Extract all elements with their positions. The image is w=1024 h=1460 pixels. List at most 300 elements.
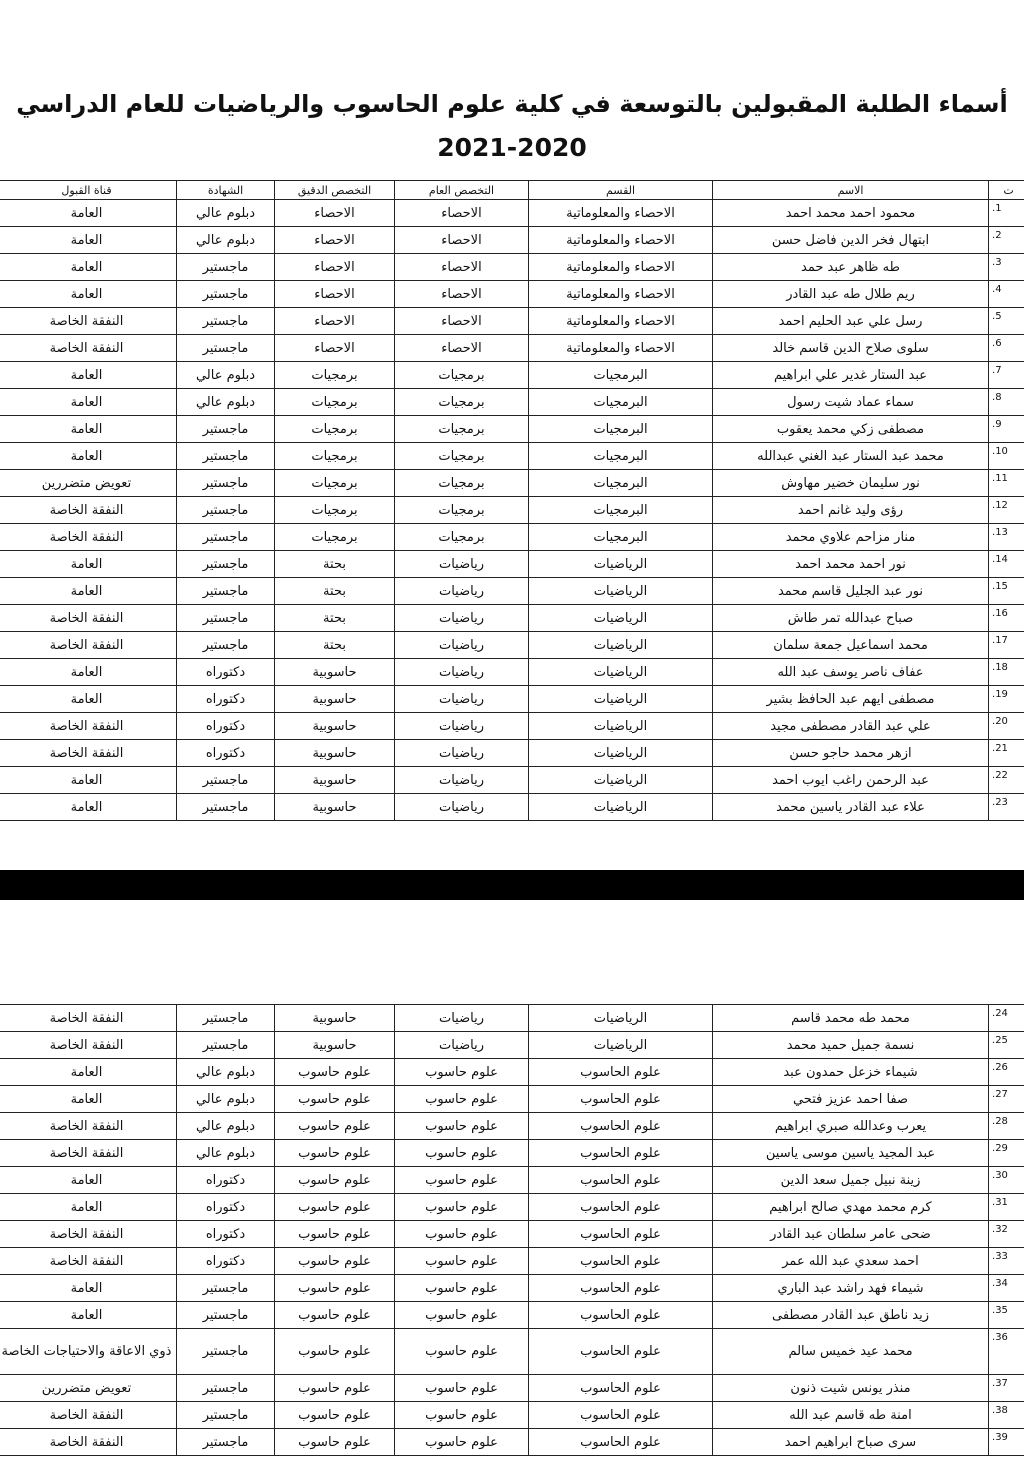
specific-specialization: حاسوبية	[275, 1032, 395, 1059]
department: الاحصاء والمعلوماتية	[529, 254, 713, 281]
general-specialization: برمجيات	[395, 497, 529, 524]
row-number: 12.	[989, 497, 1024, 524]
admission-channel: العامة	[0, 1059, 177, 1086]
row-number: 34.	[989, 1275, 1024, 1302]
certificate: ماجستير	[177, 497, 275, 524]
admission-channel: النفقة الخاصة	[0, 1221, 177, 1248]
general-specialization: علوم حاسوب	[395, 1221, 529, 1248]
admission-channel: النفقة الخاصة	[0, 1113, 177, 1140]
student-name: منذر يونس شيت ذنون	[713, 1375, 989, 1402]
row-number: 28.	[989, 1113, 1024, 1140]
specific-specialization: علوم حاسوب	[275, 1375, 395, 1402]
student-name: سماء عماد شيت رسول	[713, 389, 989, 416]
department: الاحصاء والمعلوماتية	[529, 227, 713, 254]
specific-specialization: حاسوبية	[275, 794, 395, 821]
specific-specialization: الاحصاء	[275, 335, 395, 362]
row-number: 10.	[989, 443, 1024, 470]
department: علوم الحاسوب	[529, 1059, 713, 1086]
admission-channel: العامة	[0, 1086, 177, 1113]
admission-channel: النفقة الخاصة	[0, 335, 177, 362]
student-name: عبد المجيد ياسين موسى ياسين	[713, 1140, 989, 1167]
department: علوم الحاسوب	[529, 1429, 713, 1456]
admission-channel: النفقة الخاصة	[0, 1032, 177, 1059]
department: الاحصاء والمعلوماتية	[529, 281, 713, 308]
page-title	[0, 82, 1024, 170]
certificate: دبلوم عالي	[177, 1140, 275, 1167]
department: الرياضيات	[529, 659, 713, 686]
student-name: نور احمد محمد احمد	[713, 551, 989, 578]
general-specialization: برمجيات	[395, 362, 529, 389]
table-row	[0, 416, 1024, 443]
table-row	[0, 497, 1024, 524]
student-name: كرم محمد مهدي صالح ابراهيم	[713, 1194, 989, 1221]
certificate: دبلوم عالي	[177, 227, 275, 254]
department: علوم الحاسوب	[529, 1113, 713, 1140]
row-number: 31.	[989, 1194, 1024, 1221]
admission-channel: النفقة الخاصة	[0, 524, 177, 551]
student-name: مصطفى زكي محمد يعقوب	[713, 416, 989, 443]
admission-channel: العامة	[0, 200, 177, 227]
specific-specialization: حاسوبية	[275, 659, 395, 686]
specific-specialization: برمجيات	[275, 416, 395, 443]
department: علوم الحاسوب	[529, 1402, 713, 1429]
specific-specialization: حاسوبية	[275, 713, 395, 740]
table-row	[0, 1429, 1024, 1456]
department: الرياضيات	[529, 578, 713, 605]
table-row	[0, 1167, 1024, 1194]
table-row	[0, 524, 1024, 551]
student-name: محمد عبد الستار عبد الغني عبدالله	[713, 443, 989, 470]
department: البرمجيات	[529, 470, 713, 497]
specific-specialization: علوم حاسوب	[275, 1194, 395, 1221]
general-specialization: برمجيات	[395, 389, 529, 416]
general-specialization: علوم حاسوب	[395, 1167, 529, 1194]
admission-channel: النفقة الخاصة	[0, 713, 177, 740]
specific-specialization: برمجيات	[275, 470, 395, 497]
specific-specialization: برمجيات	[275, 443, 395, 470]
row-number: 11.	[989, 470, 1024, 497]
general-specialization: علوم حاسوب	[395, 1329, 529, 1375]
row-number: 32.	[989, 1221, 1024, 1248]
certificate: ماجستير	[177, 443, 275, 470]
admission-channel: النفقة الخاصة	[0, 740, 177, 767]
certificate: ماجستير	[177, 335, 275, 362]
row-number: 5.	[989, 308, 1024, 335]
table-row	[0, 200, 1024, 227]
row-number: 39.	[989, 1429, 1024, 1456]
table-row	[0, 362, 1024, 389]
table-row	[0, 767, 1024, 794]
specific-specialization: حاسوبية	[275, 1005, 395, 1032]
department: علوم الحاسوب	[529, 1167, 713, 1194]
certificate: دكتوراه	[177, 686, 275, 713]
row-number: 2.	[989, 227, 1024, 254]
table-row	[0, 794, 1024, 821]
student-name: يعرب وعدالله صبري ابراهيم	[713, 1113, 989, 1140]
table-row	[0, 605, 1024, 632]
admission-channel: النفقة الخاصة	[0, 1429, 177, 1456]
general-specialization: رياضيات	[395, 740, 529, 767]
specific-specialization: الاحصاء	[275, 281, 395, 308]
department: الرياضيات	[529, 551, 713, 578]
table-row	[0, 1059, 1024, 1086]
department: الاحصاء والمعلوماتية	[529, 200, 713, 227]
table-row	[0, 659, 1024, 686]
admitted-students-table-2	[0, 1004, 1024, 1456]
certificate: ماجستير	[177, 632, 275, 659]
table-row	[0, 443, 1024, 470]
certificate: ماجستير	[177, 416, 275, 443]
student-name: عبد الرحمن راغب ايوب احمد	[713, 767, 989, 794]
specific-specialization: بحتة	[275, 551, 395, 578]
specific-specialization: علوم حاسوب	[275, 1402, 395, 1429]
department: علوم الحاسوب	[529, 1248, 713, 1275]
student-name: عفاف ناصر يوسف عبد الله	[713, 659, 989, 686]
general-specialization: رياضيات	[395, 1032, 529, 1059]
department: الرياضيات	[529, 1005, 713, 1032]
admitted-students-table-1	[0, 180, 1024, 821]
general-specialization: الاحصاء	[395, 308, 529, 335]
table-row	[0, 1248, 1024, 1275]
specific-specialization: علوم حاسوب	[275, 1302, 395, 1329]
student-name: صفا احمد عزيز فتحي	[713, 1086, 989, 1113]
student-name: علاء عبد القادر ياسين محمد	[713, 794, 989, 821]
row-number: 25.	[989, 1032, 1024, 1059]
specific-specialization: برمجيات	[275, 362, 395, 389]
certificate: ماجستير	[177, 254, 275, 281]
table-row	[0, 632, 1024, 659]
table-row	[0, 1032, 1024, 1059]
specific-specialization: بحتة	[275, 632, 395, 659]
general-specialization: علوم حاسوب	[395, 1375, 529, 1402]
general-specialization: الاحصاء	[395, 227, 529, 254]
specific-specialization: الاحصاء	[275, 254, 395, 281]
table-row	[0, 1194, 1024, 1221]
student-name: احمد سعدي عبد الله عمر	[713, 1248, 989, 1275]
student-name: محمود احمد محمد احمد	[713, 200, 989, 227]
admission-channel: العامة	[0, 659, 177, 686]
header-channel: قناة القبول	[0, 181, 177, 200]
student-name: نور عبد الجليل قاسم محمد	[713, 578, 989, 605]
student-name: صباح عبدالله تمر طاش	[713, 605, 989, 632]
admission-channel: النفقة الخاصة	[0, 605, 177, 632]
general-specialization: رياضيات	[395, 632, 529, 659]
certificate: ماجستير	[177, 767, 275, 794]
table-row	[0, 1005, 1024, 1032]
admission-channel: العامة	[0, 686, 177, 713]
certificate: دكتوراه	[177, 740, 275, 767]
student-name: محمد اسماعيل جمعة سلمان	[713, 632, 989, 659]
student-name: طه ظاهر عبد حمد	[713, 254, 989, 281]
table-row	[0, 1275, 1024, 1302]
certificate: ماجستير	[177, 308, 275, 335]
admission-channel: العامة	[0, 1302, 177, 1329]
certificate: دبلوم عالي	[177, 362, 275, 389]
specific-specialization: علوم حاسوب	[275, 1140, 395, 1167]
student-name: سرى صباح ابراهيم احمد	[713, 1429, 989, 1456]
table-row	[0, 1221, 1024, 1248]
general-specialization: رياضيات	[395, 794, 529, 821]
row-number: 6.	[989, 335, 1024, 362]
table-row	[0, 308, 1024, 335]
row-number: 35.	[989, 1302, 1024, 1329]
department: الرياضيات	[529, 767, 713, 794]
row-number: 26.	[989, 1059, 1024, 1086]
specific-specialization: برمجيات	[275, 524, 395, 551]
row-number: 1.	[989, 200, 1024, 227]
student-name: ضحى عامر سلطان عبد القادر	[713, 1221, 989, 1248]
admission-channel: ذوي الاعاقة والاحتياجات الخاصة	[0, 1329, 177, 1375]
department: علوم الحاسوب	[529, 1140, 713, 1167]
student-name: شيماء خزعل حمدون عبد	[713, 1059, 989, 1086]
student-name: ريم طلال طه عبد القادر	[713, 281, 989, 308]
admission-channel: العامة	[0, 1167, 177, 1194]
student-name: سلوى صلاح الدين قاسم خالد	[713, 335, 989, 362]
admission-channel: النفقة الخاصة	[0, 1248, 177, 1275]
general-specialization: برمجيات	[395, 416, 529, 443]
row-number: 13.	[989, 524, 1024, 551]
admission-channel: العامة	[0, 578, 177, 605]
header-name: الاسم	[713, 181, 989, 200]
row-number: 23.	[989, 794, 1024, 821]
admission-channel: تعويض متضررين	[0, 1375, 177, 1402]
specific-specialization: علوم حاسوب	[275, 1221, 395, 1248]
certificate: ماجستير	[177, 1402, 275, 1429]
row-number: 4.	[989, 281, 1024, 308]
student-name: شيماء فهد راشد عبد الباري	[713, 1275, 989, 1302]
table-row	[0, 551, 1024, 578]
certificate: دكتوراه	[177, 713, 275, 740]
table-1-body	[0, 200, 1024, 821]
general-specialization: علوم حاسوب	[395, 1113, 529, 1140]
row-number: 33.	[989, 1248, 1024, 1275]
certificate: دكتوراه	[177, 659, 275, 686]
table-row	[0, 335, 1024, 362]
admission-channel: النفقة الخاصة	[0, 497, 177, 524]
specific-specialization: علوم حاسوب	[275, 1059, 395, 1086]
table-row	[0, 713, 1024, 740]
specific-specialization: الاحصاء	[275, 227, 395, 254]
certificate: ماجستير	[177, 794, 275, 821]
row-number: 27.	[989, 1086, 1024, 1113]
header-general: التخصص العام	[395, 181, 529, 200]
certificate: ماجستير	[177, 1275, 275, 1302]
row-number: 20.	[989, 713, 1024, 740]
admission-channel: النفقة الخاصة	[0, 1402, 177, 1429]
table-row	[0, 1375, 1024, 1402]
row-number: 7.	[989, 362, 1024, 389]
department: علوم الحاسوب	[529, 1194, 713, 1221]
table-row	[0, 1113, 1024, 1140]
student-name: ابتهال فخر الدين فاضل حسن	[713, 227, 989, 254]
student-name: ازهر محمد حاجو حسن	[713, 740, 989, 767]
general-specialization: علوم حاسوب	[395, 1248, 529, 1275]
department: البرمجيات	[529, 524, 713, 551]
specific-specialization: حاسوبية	[275, 767, 395, 794]
certificate: دكتوراه	[177, 1167, 275, 1194]
header-cert: الشهادة	[177, 181, 275, 200]
certificate: دكتوراه	[177, 1221, 275, 1248]
admission-channel: النفقة الخاصة	[0, 1005, 177, 1032]
general-specialization: رياضيات	[395, 767, 529, 794]
admission-channel: العامة	[0, 281, 177, 308]
table-row	[0, 686, 1024, 713]
certificate: ماجستير	[177, 1032, 275, 1059]
table-row	[0, 389, 1024, 416]
certificate: ماجستير	[177, 1302, 275, 1329]
row-number: 24.	[989, 1005, 1024, 1032]
certificate: ماجستير	[177, 578, 275, 605]
specific-specialization: علوم حاسوب	[275, 1086, 395, 1113]
certificate: دبلوم عالي	[177, 1113, 275, 1140]
row-number: 22.	[989, 767, 1024, 794]
certificate: ماجستير	[177, 1429, 275, 1456]
student-name: رؤى وليد غانم احمد	[713, 497, 989, 524]
specific-specialization: علوم حاسوب	[275, 1167, 395, 1194]
row-number: 15.	[989, 578, 1024, 605]
row-number: 16.	[989, 605, 1024, 632]
department: الرياضيات	[529, 632, 713, 659]
general-specialization: علوم حاسوب	[395, 1086, 529, 1113]
general-specialization: علوم حاسوب	[395, 1140, 529, 1167]
row-number: 17.	[989, 632, 1024, 659]
row-number: 19.	[989, 686, 1024, 713]
department: الاحصاء والمعلوماتية	[529, 335, 713, 362]
table-row	[0, 1402, 1024, 1429]
general-specialization: برمجيات	[395, 443, 529, 470]
general-specialization: برمجيات	[395, 470, 529, 497]
department: علوم الحاسوب	[529, 1302, 713, 1329]
page-separator	[0, 870, 1024, 900]
department: الرياضيات	[529, 713, 713, 740]
admission-channel: العامة	[0, 362, 177, 389]
general-specialization: علوم حاسوب	[395, 1059, 529, 1086]
department: البرمجيات	[529, 389, 713, 416]
certificate: دكتوراه	[177, 1194, 275, 1221]
general-specialization: رياضيات	[395, 686, 529, 713]
admission-channel: العامة	[0, 389, 177, 416]
title-line-2: 2021-2020	[437, 133, 587, 162]
certificate: دبلوم عالي	[177, 200, 275, 227]
header-specific: التخصص الدقيق	[275, 181, 395, 200]
student-name: عبد الستار غدير علي ابراهيم	[713, 362, 989, 389]
table-2-body	[0, 1005, 1024, 1456]
certificate: ماجستير	[177, 1329, 275, 1375]
specific-specialization: حاسوبية	[275, 740, 395, 767]
table-row	[0, 1086, 1024, 1113]
general-specialization: الاحصاء	[395, 200, 529, 227]
department: علوم الحاسوب	[529, 1221, 713, 1248]
row-number: 29.	[989, 1140, 1024, 1167]
department: البرمجيات	[529, 443, 713, 470]
admission-channel: العامة	[0, 1194, 177, 1221]
admission-channel: النفقة الخاصة	[0, 308, 177, 335]
specific-specialization: علوم حاسوب	[275, 1248, 395, 1275]
row-number: 3.	[989, 254, 1024, 281]
specific-specialization: برمجيات	[275, 389, 395, 416]
specific-specialization: برمجيات	[275, 497, 395, 524]
specific-specialization: بحتة	[275, 578, 395, 605]
student-name: منار مزاحم علاوي محمد	[713, 524, 989, 551]
department: البرمجيات	[529, 497, 713, 524]
admission-channel: العامة	[0, 767, 177, 794]
department: الرياضيات	[529, 605, 713, 632]
certificate: ماجستير	[177, 470, 275, 497]
general-specialization: علوم حاسوب	[395, 1429, 529, 1456]
general-specialization: رياضيات	[395, 713, 529, 740]
student-name: زينة نبيل جميل سعد الدين	[713, 1167, 989, 1194]
general-specialization: برمجيات	[395, 524, 529, 551]
admission-channel: العامة	[0, 227, 177, 254]
certificate: دكتوراه	[177, 1248, 275, 1275]
row-number: 18.	[989, 659, 1024, 686]
department: البرمجيات	[529, 362, 713, 389]
specific-specialization: بحتة	[275, 605, 395, 632]
student-name: نسمة جميل حميد محمد	[713, 1032, 989, 1059]
row-number: 21.	[989, 740, 1024, 767]
department: البرمجيات	[529, 416, 713, 443]
row-number: 8.	[989, 389, 1024, 416]
admission-channel: العامة	[0, 794, 177, 821]
table-row	[0, 1140, 1024, 1167]
certificate: ماجستير	[177, 281, 275, 308]
general-specialization: رياضيات	[395, 1005, 529, 1032]
general-specialization: الاحصاء	[395, 335, 529, 362]
department: علوم الحاسوب	[529, 1275, 713, 1302]
row-number: 30.	[989, 1167, 1024, 1194]
student-name: زيد ناطق عبد القادر مصطفى	[713, 1302, 989, 1329]
certificate: ماجستير	[177, 551, 275, 578]
student-name: نور سليمان خضير مهاوش	[713, 470, 989, 497]
header-num: ت	[989, 181, 1024, 200]
specific-specialization: الاحصاء	[275, 200, 395, 227]
department: الرياضيات	[529, 686, 713, 713]
student-name: امنة طه قاسم عبد الله	[713, 1402, 989, 1429]
specific-specialization: علوم حاسوب	[275, 1275, 395, 1302]
specific-specialization: علوم حاسوب	[275, 1113, 395, 1140]
header-dept: القسم	[529, 181, 713, 200]
certificate: ماجستير	[177, 1375, 275, 1402]
student-name: مصطفى ايهم عبد الحافظ بشير	[713, 686, 989, 713]
row-number: 37.	[989, 1375, 1024, 1402]
table-row	[0, 1302, 1024, 1329]
admission-channel: العامة	[0, 254, 177, 281]
table-row	[0, 470, 1024, 497]
specific-specialization: علوم حاسوب	[275, 1429, 395, 1456]
admission-channel: النفقة الخاصة	[0, 632, 177, 659]
student-name: محمد طه محمد قاسم	[713, 1005, 989, 1032]
general-specialization: رياضيات	[395, 578, 529, 605]
row-number: 14.	[989, 551, 1024, 578]
department: الرياضيات	[529, 1032, 713, 1059]
admission-channel: النفقة الخاصة	[0, 1140, 177, 1167]
specific-specialization: علوم حاسوب	[275, 1329, 395, 1375]
admission-channel: العامة	[0, 416, 177, 443]
certificate: ماجستير	[177, 1005, 275, 1032]
specific-specialization: حاسوبية	[275, 686, 395, 713]
general-specialization: علوم حاسوب	[395, 1302, 529, 1329]
general-specialization: رياضيات	[395, 605, 529, 632]
table-row	[0, 254, 1024, 281]
certificate: ماجستير	[177, 605, 275, 632]
admission-channel: تعويض متضررين	[0, 470, 177, 497]
title-line-1: أسماء الطلبة المقبولين بالتوسعة في كلية علوم الحاسوب والرياضيات للعام الدراسي	[16, 90, 1008, 118]
table-header-row	[0, 181, 1024, 200]
student-name: رسل علي عبد الحليم احمد	[713, 308, 989, 335]
general-specialization: علوم حاسوب	[395, 1275, 529, 1302]
certificate: دبلوم عالي	[177, 1086, 275, 1113]
certificate: ماجستير	[177, 524, 275, 551]
